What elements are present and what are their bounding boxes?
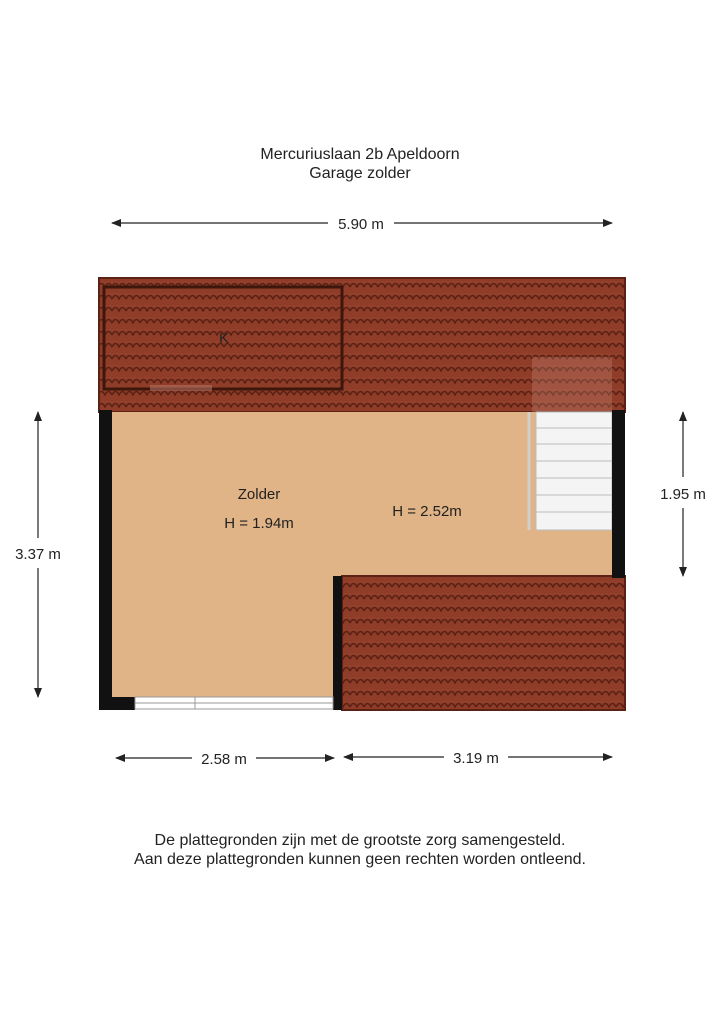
plan-address: Mercuriuslaan 2b Apeldoorn (260, 146, 460, 163)
room-height-zolder: H = 1.94m (224, 515, 294, 532)
disclaimer-line-2: Aan deze plattegronden kunnen geen rechten worden ontleend. (134, 851, 586, 868)
dim-left-height: 3.37 m (15, 546, 61, 563)
hatch (150, 385, 212, 391)
dim-bottom-left: 2.58 m (201, 751, 247, 768)
room-name-zolder: Zolder (237, 486, 281, 503)
disclaimer-line-1: De plattegronden zijn met de grootste zorg samengesteld. (154, 832, 566, 849)
roof-overlay (532, 357, 612, 412)
plan-floor-name: Garage zolder (309, 165, 411, 182)
storage-marker: K (218, 330, 230, 347)
dim-top-width: 5.90 m (338, 216, 384, 233)
dim-bottom-right: 3.19 m (453, 750, 499, 767)
roof-bottom-right (342, 576, 625, 710)
wall-right (612, 410, 625, 578)
wall-inner-vertical (333, 576, 342, 710)
dim-right-height: 1.95 m (660, 486, 706, 503)
floor-zolder-lower (112, 576, 334, 698)
wall-bottom-left (99, 697, 135, 710)
room-height-right: H = 2.52m (392, 503, 462, 520)
wall-left (99, 410, 112, 710)
